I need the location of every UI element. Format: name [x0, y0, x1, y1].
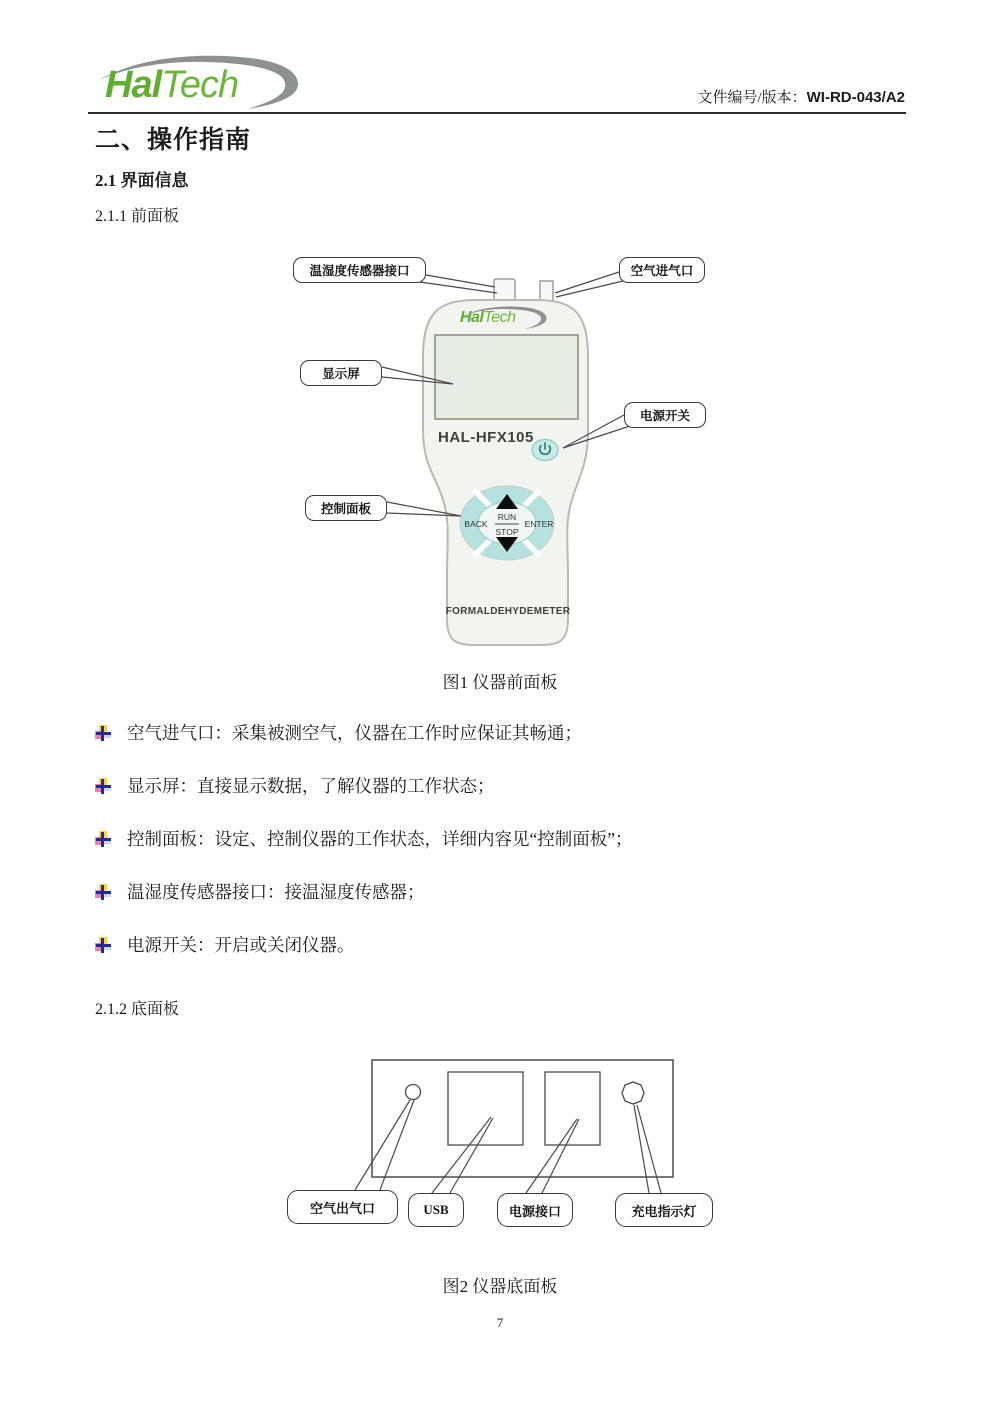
figure1-front-panel-diagram: [280, 245, 720, 665]
list-item-text: 显示屏：直接显示数据，了解仪器的工作状态；: [127, 776, 495, 796]
power-button: [532, 440, 558, 461]
doc-number-label: 文件编号/版本：: [697, 90, 807, 106]
charge-indicator-shape: [622, 1082, 644, 1104]
list-item-text: 控制面板：设定、控制仪器的工作状态，详细内容见“控制面板”；: [127, 829, 633, 849]
list-item: [95, 883, 905, 902]
callout-sensor-port: 温湿度传感器接口: [293, 257, 426, 283]
device-brand-logo: [456, 304, 556, 332]
bullet-icon: [95, 831, 112, 848]
figure2-bottom-panel-diagram: [280, 1050, 740, 1230]
device-logo-bold: Hal: [460, 309, 484, 326]
back-key-label: BACK: [464, 519, 488, 529]
device-logo-wordmark: [460, 310, 516, 326]
control-keypad: [460, 486, 554, 560]
bullet-icon: [95, 778, 112, 795]
callout-air-inlet: 空气进气口: [619, 257, 705, 283]
callout-power-port: 电源接口: [497, 1193, 573, 1227]
bullet-icon: [95, 884, 112, 901]
logo-text-light: Tech: [161, 64, 239, 106]
feature-list: [95, 724, 905, 989]
section-title: 二、操作指南: [95, 127, 252, 154]
enter-key-label: ENTER: [524, 519, 554, 529]
figure1-caption: 图1 仪器前面板: [442, 673, 558, 692]
list-item: [95, 724, 905, 743]
stop-key-label: STOP: [495, 527, 519, 537]
list-item: [95, 936, 905, 955]
list-item: [95, 830, 905, 849]
list-item-text: 空气进气口：采集被测空气，仪器在工作时应保证其畅通；: [127, 723, 582, 743]
subsection-2-1-2: 2.1.2 底面板: [95, 1001, 180, 1018]
list-item-text: 电源开关：开启或关闭仪器。: [127, 935, 355, 955]
device-model-label: HAL-HFX105: [438, 429, 534, 446]
subsection-2-1-1: 2.1.1 前面板: [95, 208, 180, 225]
callout-charge-indicator: 充电指示灯: [615, 1193, 713, 1227]
page-number: 7: [496, 1315, 504, 1330]
haltech-logo: [95, 50, 310, 116]
run-key-label: RUN: [497, 512, 517, 522]
usb-port-shape: [448, 1072, 523, 1145]
header-divider: [88, 112, 906, 114]
subsection-2-1: 2.1 界面信息: [95, 171, 189, 190]
power-port-shape: [545, 1072, 600, 1145]
bullet-icon: [95, 725, 112, 742]
product-name-label: FORMALDEHYDEMETER: [445, 606, 571, 617]
callout-air-outlet: 空气出气口: [287, 1190, 398, 1224]
device-display: [435, 335, 578, 419]
callout-power-switch: 电源开关: [624, 402, 706, 428]
logo-text-bold: Hal: [105, 64, 162, 106]
device-logo-light: Tech: [483, 309, 516, 326]
bullet-icon: [95, 937, 112, 954]
doc-number: [500, 86, 905, 107]
callout-display: 显示屏: [300, 360, 382, 386]
callout-control-panel: 控制面板: [305, 495, 387, 521]
doc-number-value: WI-RD-043/A2: [806, 89, 905, 106]
list-item-text: 温湿度传感器接口：接温湿度传感器；: [127, 882, 425, 902]
figure2-caption: 图2 仪器底面板: [442, 1277, 558, 1296]
callout-usb: USB: [408, 1193, 464, 1227]
air-outlet-shape: [406, 1085, 421, 1100]
list-item: [95, 777, 905, 796]
logo-wordmark: [105, 66, 238, 104]
